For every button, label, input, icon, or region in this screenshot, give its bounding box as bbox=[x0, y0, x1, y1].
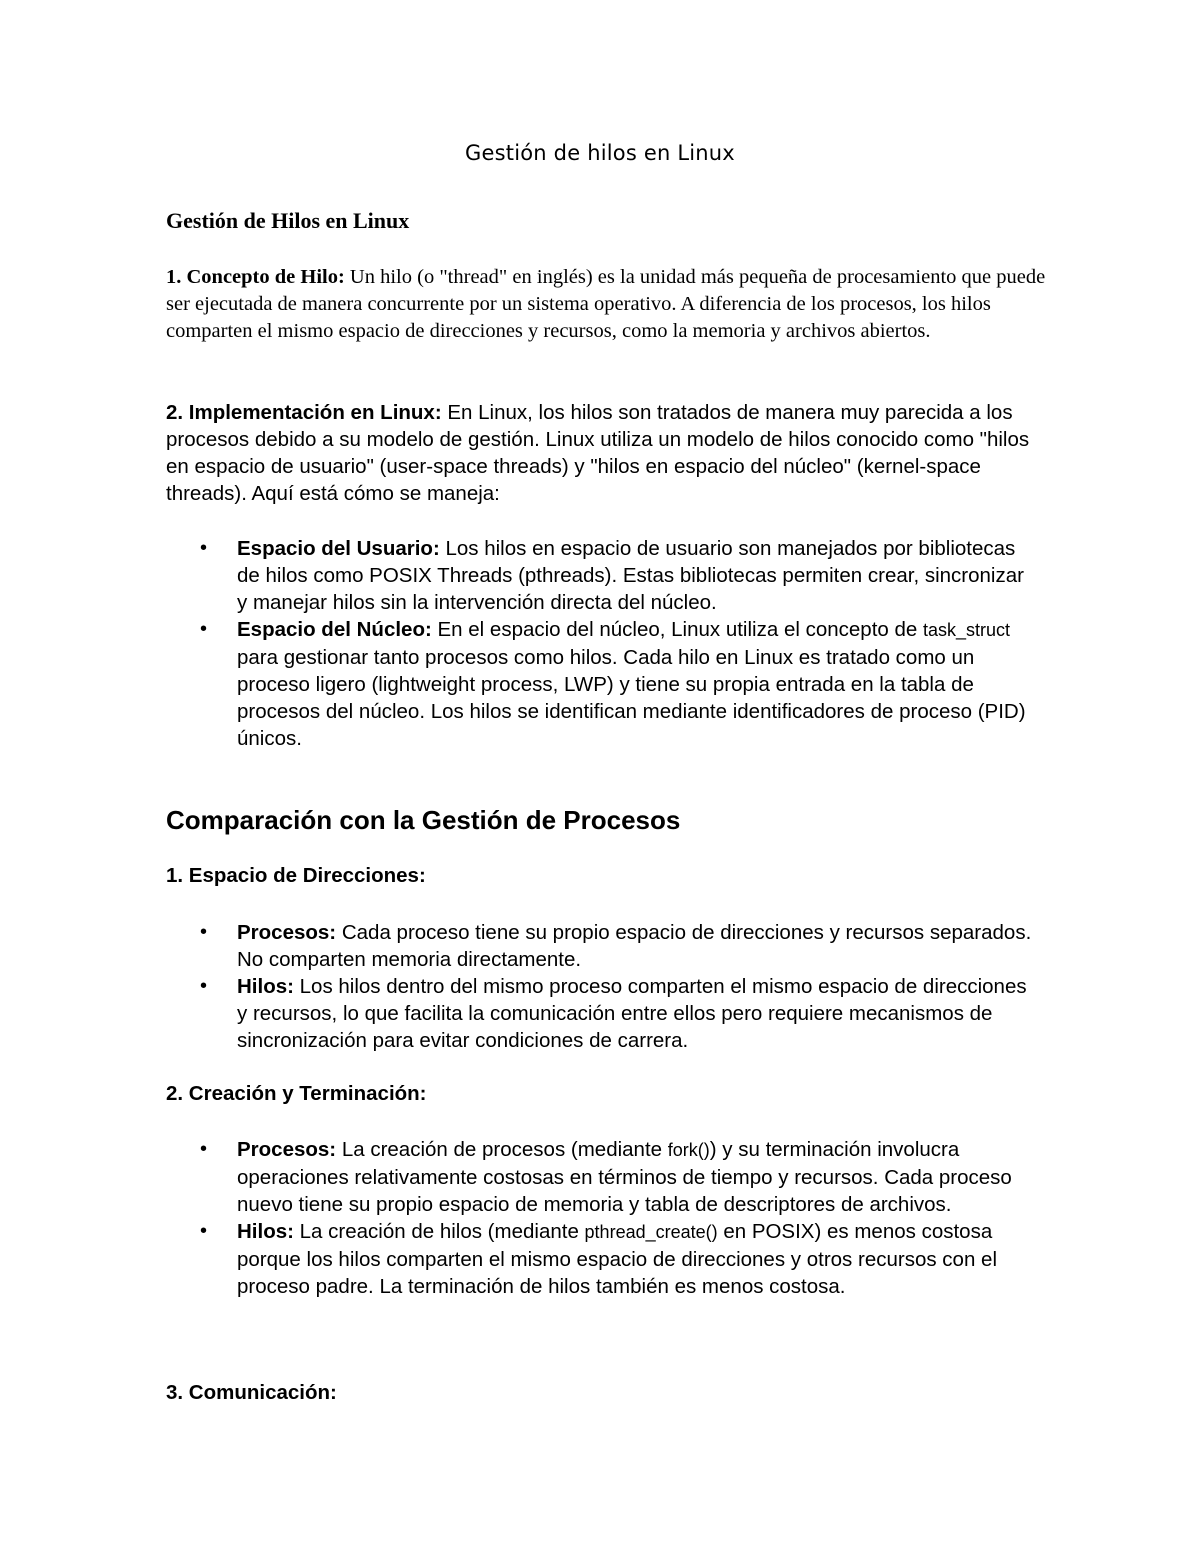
bullet-label: Hilos: bbox=[237, 1220, 294, 1243]
bullet-icon: • bbox=[200, 1138, 208, 1160]
code-task-struct: task_struct bbox=[923, 620, 1011, 640]
subsection-title-direcciones: 1. Espacio de Direcciones: bbox=[166, 864, 426, 887]
creacion-bullet-list bbox=[0, 1136, 1200, 1300]
bullet-text: en POSIX) es menos costosa porque los hilos comparten el mismo espacio de direcciones y otros recursos con el proceso padre. La terminación de hilos también es menos costosa. bbox=[237, 1220, 998, 1298]
bullet-text: ) y su terminación involucra operaciones relativamente costosas en términos de tiempo y recursos. Cada proceso nuevo tiene su propio espacio de memoria y tabla de descriptores de archivos. bbox=[237, 1138, 1012, 1216]
bullet-text: La creación de hilos (mediante bbox=[293, 1220, 585, 1243]
concepto-label: 1. Concepto de Hilo: bbox=[166, 266, 345, 288]
list-item bbox=[0, 1136, 1037, 1218]
bullet-text: para gestionar tanto procesos como hilos. Cada hilo en Linux es tratado como un proceso ligero (lightweight process, LWP) y tiene su propia entrada en la tabla de procesos del núcleo. Los hilos se identifican mediante identificadores de proceso (PID) únicos. bbox=[237, 646, 1026, 750]
bullet-icon: • bbox=[200, 975, 208, 997]
implementacion-bullet-list bbox=[0, 535, 1200, 752]
direcciones-bullet-list bbox=[0, 919, 1200, 1054]
bullet-text: La creación de procesos (mediante bbox=[336, 1138, 668, 1161]
subsection-title-comunicacion: 3. Comunicación: bbox=[166, 1381, 337, 1404]
code-fork: fork() bbox=[667, 1140, 710, 1160]
list-item bbox=[0, 973, 1037, 1054]
bullet-icon: • bbox=[200, 1220, 208, 1242]
bullet-text: Los hilos dentro del mismo proceso comparten el mismo espacio de direcciones y recursos, lo que facilita la comunicación entre ellos pero requiere mecanismos de sincronización para evitar condiciones de carrera. bbox=[237, 975, 1027, 1052]
bullet-label: Procesos: bbox=[237, 921, 337, 944]
subsection-title-creacion: 2. Creación y Terminación: bbox=[166, 1082, 427, 1105]
bullet-icon: • bbox=[200, 537, 208, 559]
bullet-text: Cada proceso tiene su propio espacio de direcciones y recursos separados. No comparten memoria directamente. bbox=[237, 921, 1032, 971]
bullet-icon: • bbox=[200, 921, 208, 943]
bullet-label: Hilos: bbox=[237, 975, 294, 998]
implementacion-text: En Linux, los hilos son tratados de manera muy parecida a los procesos debido a su modelo de gestión. Linux utiliza un modelo de hilos conocido como "hilos en espacio de usuario" (user-space threads) y "hilos en espacio del núcleo" (kernel-space threads). Aquí está cómo se maneja: bbox=[166, 401, 1030, 505]
bullet-text: Los hilos en espacio de usuario son manejados por bibliotecas de hilos como POSIX Threads (pthreads). Estas bibliotecas permiten crear, sincronizar y manejar hilos sin la intervención directa del núcleo. bbox=[237, 537, 1024, 614]
bullet-label: Espacio del Núcleo: bbox=[237, 618, 432, 641]
implementacion-label: 2. Implementación en Linux: bbox=[166, 401, 442, 424]
bullet-label: Procesos: bbox=[237, 1138, 337, 1161]
code-pthread-create: pthread_create() bbox=[584, 1222, 718, 1242]
paragraph-implementacion bbox=[166, 399, 1046, 507]
document-title: Gestión de hilos en Linux bbox=[465, 141, 735, 165]
section-heading-comparacion: Comparación con la Gestión de Procesos bbox=[166, 805, 681, 835]
paragraph-concepto bbox=[166, 264, 1046, 345]
bullet-icon: • bbox=[200, 618, 208, 640]
concepto-text: Un hilo (o "thread" en inglés) es la unidad más pequeña de procesamiento que puede ser ejecutada de manera concurrente por un sistema operativo. A diferencia de los procesos, los hilos comparten el mismo espacio de direcciones y recursos, como la memoria y archivos abiertos. bbox=[166, 266, 1046, 342]
section-heading-gestion: Gestión de Hilos en Linux bbox=[166, 208, 410, 233]
bullet-label: Espacio del Usuario: bbox=[237, 537, 440, 560]
list-item bbox=[0, 1218, 1037, 1300]
bullet-text: En el espacio del núcleo, Linux utiliza el concepto de bbox=[431, 618, 923, 641]
list-item bbox=[0, 919, 1037, 973]
list-item bbox=[0, 535, 1037, 616]
list-item bbox=[0, 616, 1037, 752]
